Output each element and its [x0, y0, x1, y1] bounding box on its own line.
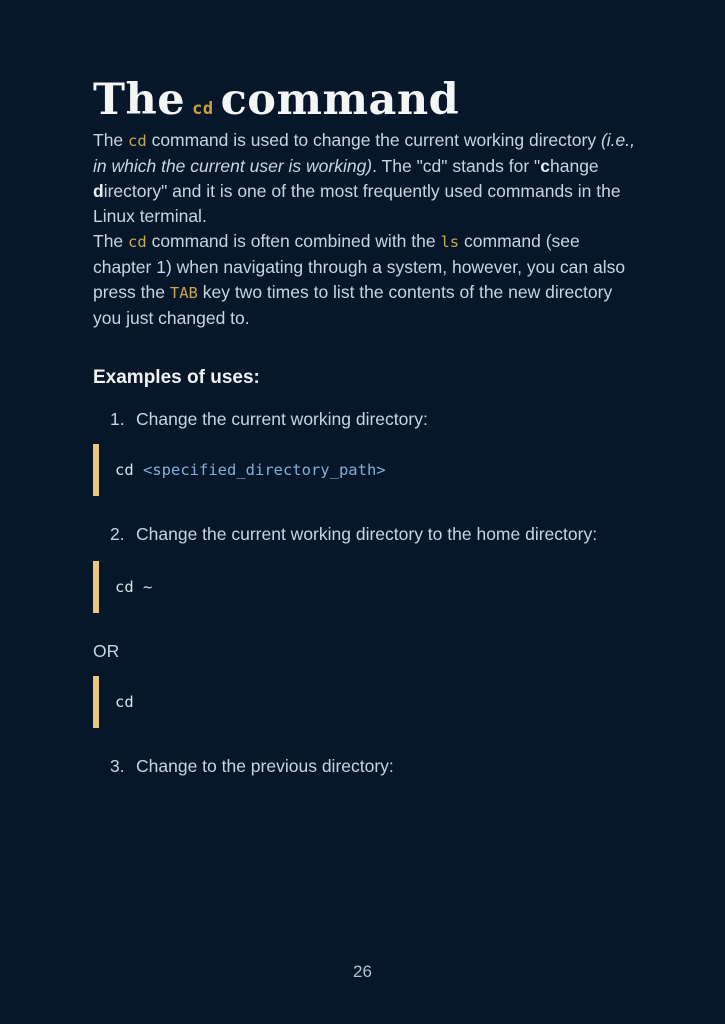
list-number: 3. — [110, 755, 125, 776]
text-segment-accent: <specified_directory_path> — [143, 460, 386, 479]
text-segment-normal: command is often combined with the — [146, 230, 441, 251]
page-title — [93, 0, 635, 128]
list-item-2 — [93, 522, 635, 547]
text-segment-normal: command (see chapter 1) when navigating through a system, however, you can also press the — [93, 230, 626, 302]
paragraph-cd-ls-tab — [93, 229, 635, 331]
text-segment-normal: command is used to change the current working directory — [146, 129, 601, 150]
text-segment-code: cd — [128, 131, 147, 150]
list-item-1 — [93, 407, 635, 432]
list-item-3 — [93, 754, 635, 779]
text-segment-plain: cd ~ — [115, 577, 153, 596]
page-number: 26 — [353, 962, 372, 981]
text-segment-bold: d — [93, 180, 104, 201]
list-number: 2. — [110, 523, 125, 544]
code-block-specified-path — [93, 444, 635, 496]
text-segment-italic: (i.e., in which the current user is working) — [93, 129, 635, 176]
title-inline-code: cd — [192, 99, 214, 119]
text-segment-bold: c — [540, 155, 550, 176]
text-segment-normal: The — [93, 129, 129, 150]
text-segment-code: ls — [440, 232, 460, 251]
code-block-cd-home — [93, 561, 635, 613]
text-segment-normal: . The "cd" stands for " — [372, 155, 541, 176]
title-suffix: command — [220, 75, 460, 125]
list-text: Change the current working directory to the home directory: — [136, 523, 598, 544]
code-block-cd — [93, 676, 635, 728]
text-segment-code: TAB — [169, 283, 198, 302]
list-number: 1. — [110, 408, 125, 429]
paragraph-cd-intro — [93, 128, 635, 229]
text-segment-normal: hange — [550, 155, 599, 176]
examples-heading: Examples of uses: — [93, 366, 260, 388]
text-segment-normal: key two times to list the contents of the new directory you just changed to. — [93, 281, 613, 328]
or-label: OR — [93, 640, 120, 661]
text-segment-plain: cd — [115, 692, 134, 711]
title-prefix: The — [93, 75, 186, 125]
list-text: Change to the previous directory: — [136, 755, 394, 776]
text-segment-normal: The — [93, 230, 129, 251]
text-segment-plain: cd — [115, 460, 143, 479]
list-text: Change the current working directory: — [136, 408, 428, 429]
text-segment-code: cd — [128, 232, 147, 251]
text-segment-normal: irectory" and it is one of the most frequently used commands in the Linux terminal. — [93, 180, 621, 226]
